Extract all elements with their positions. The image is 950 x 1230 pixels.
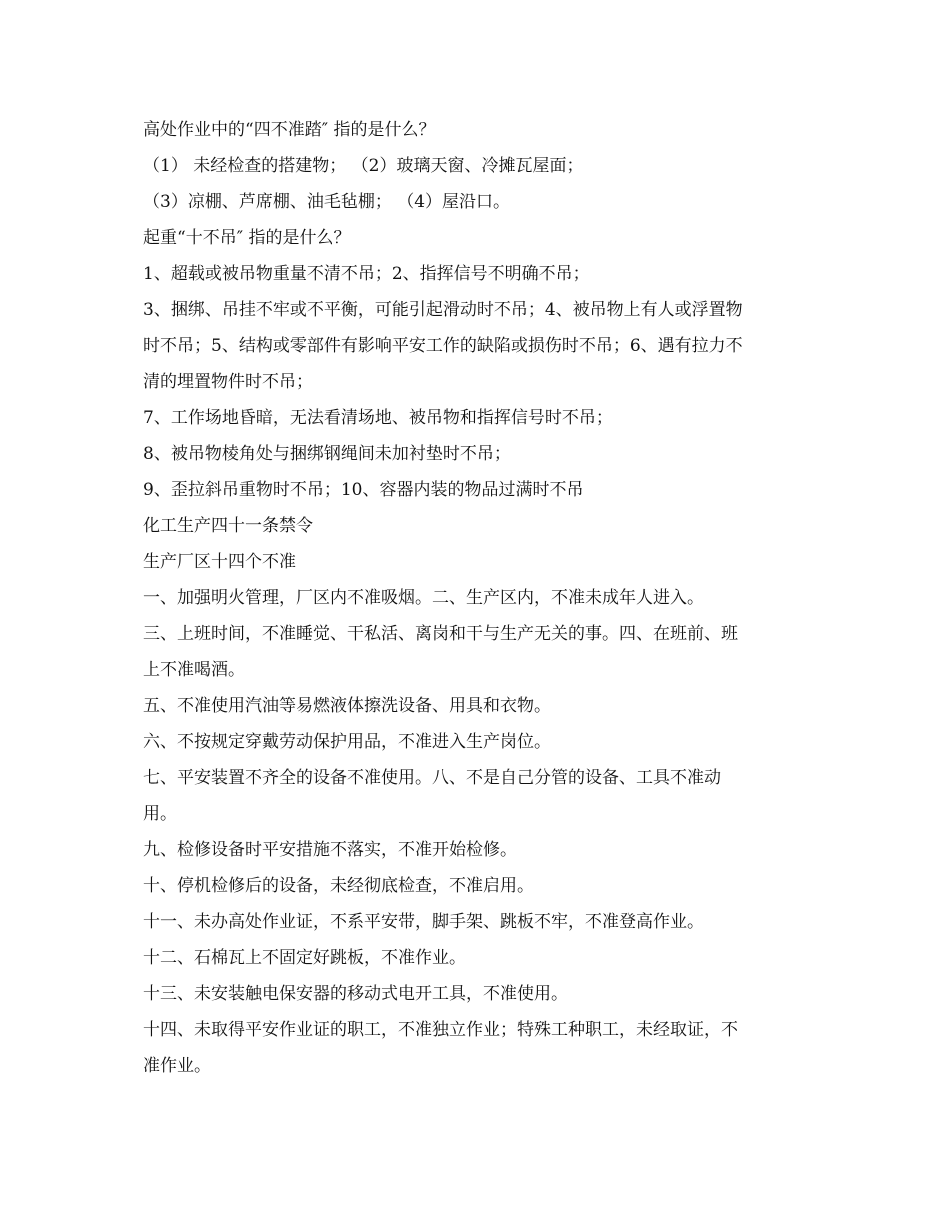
text-line: 9、歪拉斜吊重物时不吊；10、容器内装的物品过满时不吊 <box>143 480 584 500</box>
text-line: 六、不按规定穿戴劳动保护用品，不准进入生产岗位。 <box>143 732 551 752</box>
text-line: 九、检修设备时平安措施不落实，不准开始检修。 <box>143 840 517 860</box>
text-line: 3、捆绑、吊挂不牢或不平衡，可能引起滑动时不吊；4、被吊物上有人或浮置物 <box>143 300 743 320</box>
section-heading-chemical-prohibitions: 化工生产四十一条禁令 <box>143 516 313 536</box>
text-line: 1、超载或被吊物重量不清不吊；2、指挥信号不明确不吊； <box>143 264 590 284</box>
text-line: 时不吊；5、结构或零部件有影响平安工作的缺陷或损伤时不吊；6、遇有拉力不 <box>143 336 743 356</box>
text-line: 上不准喝酒。 <box>143 660 245 680</box>
text-line: 十一、未办高处作业证，不系平安带，脚手架、跳板不牢，不准登高作业。 <box>143 912 704 932</box>
text-line: 准作业。 <box>143 1056 211 1076</box>
text-line: 7、工作场地昏暗，无法看清场地、被吊物和指挥信号时不吊； <box>143 408 613 428</box>
text-line: 十、停机检修后的设备，未经彻底检查，不准启用。 <box>143 876 534 896</box>
text-line: 8、被吊物棱角处与捆绑钢绳间未加衬垫时不吊； <box>143 444 511 464</box>
text-line: 五、不准使用汽油等易燃液体擦洗设备、用具和衣物。 <box>143 696 551 716</box>
question-heading-four-no-step: 高处作业中的“四不准踏″ 指的是什么？ <box>143 120 436 140</box>
text-line: （3）凉棚、芦席棚、油毛毡棚； （4）屋沿口。 <box>143 192 511 212</box>
document-body <box>143 112 803 1084</box>
question-heading-ten-no-lift: 起重“十不吊″ 指的是什么？ <box>143 228 351 248</box>
section-heading-factory-rules: 生产厂区十四个不准 <box>143 552 296 572</box>
text-line: 十二、石棉瓦上不固定好跳板，不准作业。 <box>143 948 466 968</box>
text-line: 一、加强明火管理，厂区内不准吸烟。二、生产区内，不准未成年人进入。 <box>143 588 704 608</box>
text-line: （1） 未经检查的搭建物； （2）玻璃天窗、冷摊瓦屋面； <box>143 156 584 176</box>
text-line: 十四、未取得平安作业证的职工，不准独立作业；特殊工种职工，未经取证，不 <box>143 1020 738 1040</box>
text-line: 十三、未安装触电保安器的移动式电开工具，不准使用。 <box>143 984 568 1004</box>
text-line: 用。 <box>143 804 177 824</box>
text-line: 七、平安装置不齐全的设备不准使用。八、不是自己分管的设备、工具不准动 <box>143 768 721 788</box>
text-line: 三、上班时间，不准睡觉、干私活、离岗和干与生产无关的事。四、在班前、班 <box>143 624 738 644</box>
text-line: 清的埋置物件时不吊； <box>143 372 313 392</box>
